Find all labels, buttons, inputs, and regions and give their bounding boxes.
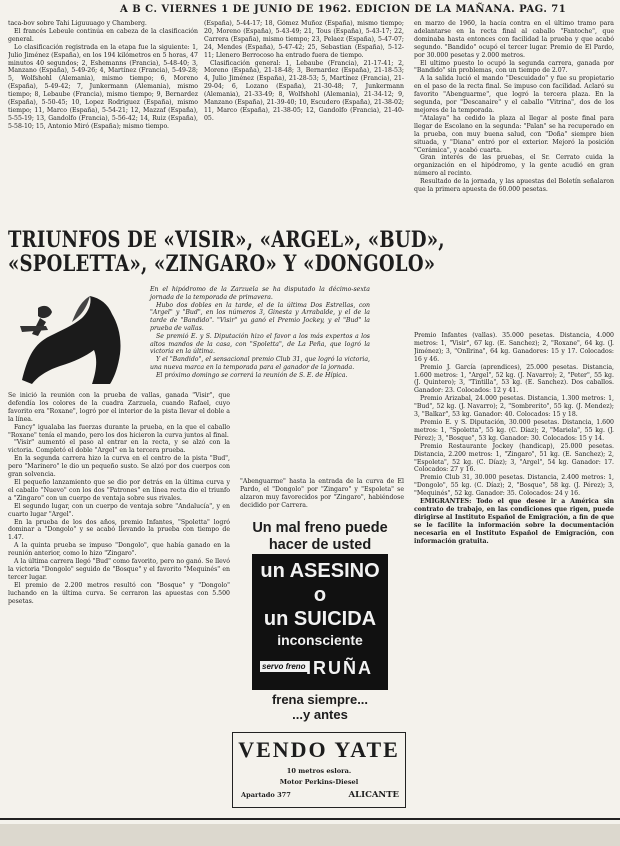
paragraph: (España), 5-44-17; 18, Gómez Muñoz (España), mismo tiempo; 20, Moreno (España), 5-43-49; 21, Tous (España), 5-43-17; 22, Carrera (España), mismo tiempo; 23, Pelaez (España), 5-47-07; 24, Mendes (España), 5-47-42; 25, Sebastian (España), 5-12-11; Llenero Berrocoso ha entrado fuera de tiempo. [204,20,404,59]
paragraph: En la segunda carrera hizo la curva en el centro de la pista "Bud", pero "Marinero" le dio un pequeño susto. Se alzó por dos cuerpos con gran solvencia. [8,455,230,479]
ad-headline [240,520,400,554]
paragraph: El francés Lebeule continúa en cabeza de la clasificación general. [8,27,198,43]
paragraph: Premio J. García (aprendices), 25.000 pesetas. Distancia, 1.600 metros: 1, "Argel", 52 kg. (J. Navarro); 2, "Peter", 55 kg. (J. Quintero); 3, "Tintilla", 53 kg. (E. Sanchez). Dos caballos. Ganador: 23. Colocados: 12 y 41. [414,363,614,395]
dek-paragraph: Hubo dos dobles en la tarde, el de la última Dos Estrellas, con "Argel" y "Bud", en los números 3, Ginesta y Arrabalde, y el de la tarde de "Bandido". "Visir" ya ganó el Premio Jockey, y el "Bud" la prueba de vallas. [150,301,370,332]
paragraph: En la prueba de los dos años, premio Infantes, "Spoletta" logró dominar a "Dongolo" y se acabó llevando la prueba con tiempo de 1.47. [8,518,230,542]
ad-line-asesino: un ASESINO [260,560,380,582]
column-left-main [8,392,230,812]
dek-paragraph: En el hipódromo de la Zarzuela se ha disputado la décimo-sexta jornada de la temporada de primavera. [150,286,370,301]
paragraph: Se inició la reunión con la prueba de vallas, ganada "Visir", que defendía los colores de la cuadra Zarzuela, cuando Rafael, cuyo favorito era "Roxane", logró por el interior de la pista llevar el doble a la línea. [8,392,230,423]
paragraph: "Visir" aumentó el paso al entrar en la recta, y se alzó con la victoria. Completó el doble "Argel" en la tercera prueba. [8,439,230,455]
brand-servo-freno: servo freno [262,662,306,671]
paragraph: El premio de 2.200 metros resultó con "Bosque" y "Dongolo" luchando en la última curva. Se cerraron las apuestas con 5.500 pesetas. [8,581,230,605]
bottom-rule [0,818,620,820]
ad-black-panel [252,554,388,690]
ad-tagline-1: frena siempre... [271,692,369,707]
horse-illustration-shape [22,296,121,384]
paragraph: El ultimo puesto lo ocupó la segunda carrera, ganada por "Bandido" sin problemas, con un tiempo de 2.07. [414,59,614,75]
bottom-shadow [0,824,620,846]
ad-brand [260,658,380,684]
ad-line-inconsciente: inconsciente [277,632,363,648]
paragraph: Premio Restaurante Jockey (handicap), 25.000 pesetas. Distancia, 2.200 metros: 1, "Zingaro", 51 kg. (E. Sanchez); 2, "Espoleta", 52 kg. (C. Díaz); 3, "Argel", 54 kg. Ganador: 17. Colocados: 27 y 16. [414,442,614,474]
paragraph: Premio E. y S. Diputación, 30.000 pesetas. Distancia, 1.600 metros: 1, "Spoletta", 55 kg. (C. Díaz); 2, "Mariela", 55 kg. (J. Pérez); 3, "Bosque", 53 kg. Ganador: 30. Colocados: 15 y 14. [414,418,614,442]
advertisement-vendo-yate [232,732,406,808]
column-right-top [414,20,614,326]
ad-detail: Motor Perkins-Diesel [279,778,359,786]
paragraph: en marzo de 1960, la hacía contra en el último tramo para adelantarse en la recta final al caballo "Fantoche", que dominaba hasta entonces con facilidad la prueba y que acabó segundo. "Bandido" ocupó el tercer lugar. Premio de El Pardo, por 30.000 pesetas y 2.000 metros. [414,20,614,59]
brand-iruna: IRUÑA [306,658,373,678]
dek-paragraph: Se premió E. y S. Diputación hizo el favor a los más expertos a los altos mandos de la casa, con "Spoletta", de La Peña, que logró la victoria en la última. [150,332,370,356]
ad-title: VENDO YATE [238,737,400,762]
ad-detail: 10 metros eslora. [286,767,352,775]
jockey-figure-shape [32,306,52,336]
page-header: A B C. VIERNES 1 DE JUNIO DE 1962. EDICION DE LA MAÑANA. PAG. 71 [120,4,567,15]
paragraph: Fancy" igualaba las fuerzas durante la prueba, en la que el caballo "Roxane" tenía el mando, pero los dos hicieron la curva juntos al final. [8,423,230,439]
paragraph: A la última carrera llegó "Bud" como favorito, pero no ganó. Se llevó la victoria "Dongolo" seguido de "Bosque" y el favorito "Mequinés" en tercer lugar. [8,558,230,581]
paragraph: El pequeño lanzamiento que se dio por detrás en la última curva y el caballo "Nuevo" con los dos "Patrones" en línea recta dio el triunfo a "Zingaro" con un cuerpo de ventaja sobre sus rivales. [8,478,230,502]
ad-line-suicida: un SUICIDA [263,608,377,630]
dek-paragraph: El próximo domingo se correrá la reunión de S. E. de Hípica. [156,371,348,379]
ad-line-o: o [313,584,327,606]
dek-paragraph: Y el "Bandido", el sensacional premio Club 31, que logró la victoria, una nueva marca en la temporada para el ganador de la jornada. [150,356,370,371]
headline-line-1: TRIUNFOS DE «VISIR», «ARGEL», «BUD», [8,227,445,253]
paragraph: Premio Arizabal, 24.000 pesetas. Distancia, 1.300 metros: 1, "Bud", 52 kg. (J. Navarro); 2, "Sombrerito", 55 kg. (J. Mendez); 3, "Balkar", 53 kg. Ganador: 40. Colocados: 15 y 18. [414,395,614,419]
page-bottom-border [0,816,620,846]
paragraph: Premio Infantes (vallas). 35.000 pesetas. Distancia, 4.000 metros: 1, "Visir", 67 kg. (E. Sanchez); 2, "Roxane", 64 kg. (J. Jiménez); 3, "Onllrina", 64 kg. Ganadores: 15 y 17. Colocados: 16 y 46. [414,332,614,363]
paragraph: Premio Club 31, 30.000 pesetas. Distancia, 2.400 metros: 1, "Dongolo", 55 kg. (C. Díaz); 2, "Bosque", 58 kg. (J. Pérez); 3, "Mequinés", 52 kg. Ganador: 35. Colocados: 24 y 16. [414,474,614,498]
paragraph: Lo clasificación registrada en la etapa fue la siguiente: 1, Julio Jiménez (España), en los 194 kilómetros en 5 horas, 47 minutos 40 segundos; 2, Eshemanns (Francia), 5-48-40; 3, Manzano (España), 5-49-26; 4, Martínez (Francia), 5-49-28; 5, Wolfshohl (Alemania), mismo tiempo; 6, Moreno (España), 5-49-42; 7, Junkermann (Alemania), mismo tiempo; 8, Lebaube (Francia), mismo tiempo; 9, Bernardez (España), 5-50-45; 10, Lopez Rodriguez (España), mismo tiempo; 11, Marco (España), 5-54-21; 12, Mazzaf (España), 5-55-19; 13, Gandolfo (Francia), 5-56-42; 14, Ruiz (España), 5-58-10; 15, Antonio Miró (España); mismo tiempo. [8,43,198,130]
headline-line-2: «SPOLETTA», «ZINGARO» Y «DONGOLO» [8,251,436,277]
paragraph: taca-bov sobre Tahi Liguuuago y Chamberg. [8,20,147,27]
paragraph: EMIGRANTES: Todo el que desee ir a América sin contrato de trabajo, en las condiciones que rigen, puede dirigirse al Instituto Español de Emigración, a fin de que se le facilite la información sobre la documentación necesaria en el Instituto Español de Emigración, con información gratuita. [414,498,614,545]
ad-contact: Apartado 377 [241,791,291,799]
paragraph: A la quinta prueba se impuso "Dongolo", que había ganado en la reunión anterior, como lo hizo "Zingaro". [8,542,230,558]
column-left-top [8,20,198,220]
paragraph: "Atalaya" ha cedido la plaza al llegar al poste final para llegar de Escolano en la segunda: "Palan" se ha recuperado en la prueba, con muy buena salud, con "Doña" siempre bien situada, y "Diana" entró por el exterior. Mejoró la posición "Cerámica", y acabó cuarta. [414,114,614,154]
paragraph: "Abenguarme" hasta la entrada de la curva de El Pardo, el "Dongolo" por "Zingaro" y "Espoleta" se alzaron muy favorecidos por "Zingaro", habiéndose decidido por Carrera. [240,478,404,509]
paragraph: A la salida lució el mando "Descuidado" y fue su propietario en el paso de la recta final. Se impuso con facilidad. Aclaró su favorito "Abenguarme", que logró la tercera plaza. En la segunda, por "Descanaire" y el caballo "Vitrina", dos de los mejores de la temporada. [414,75,614,114]
ad-headline-line: hacer de usted [268,537,372,553]
column-mid-main [240,478,404,514]
column-mid-top [204,20,404,220]
ad-headline-line: Un mal freno puede [252,520,388,536]
ad-city: ALICANTE [348,790,399,800]
column-right-main [414,332,614,808]
headline [8,227,445,277]
paragraph: Resultado de la jornada, y las apuestas del Boletín señalaron que la primera apuesta de 60.000 pesetas. [414,178,614,194]
ad-tagline-2: ...y antes [292,707,348,722]
paragraph: Gran interés de las pruebas, el Sr. Cerrato cuida la organización en el hipódromo, y la gente acudió en gran número al recinto. [414,154,614,178]
paragraph: Clasificación general: 1, Lebaube (Francia), 21-17-41; 2, Moreno (España), 21-18-48; 3, Bernardez (España), 21-18-53; 4, Julio Jiménez (España), 21-28-53; 5, Martínez (Francia), 21-29-04; 6, Lozano (España), 21-30-48; 7, Junkermann (Alemania), 21-33-49; 8, Wolfshohl (Alemania), 21-34-12; 9, Manzano (España), 21-39-40; 10, Escudero (España), 21-38-02; 11, Marco (España), 21-38-05; 12, Gandolfo (Francia), 21-40-05. [204,59,404,122]
advertisement-servo-freno [240,520,400,722]
horse-racing-illustration [10,286,140,386]
article-dek [150,286,370,380]
paragraph: El segundo lugar, con un cuerpo de ventaja sobre "Andalucía", y en cuarto lugar "Argel". [8,502,230,518]
